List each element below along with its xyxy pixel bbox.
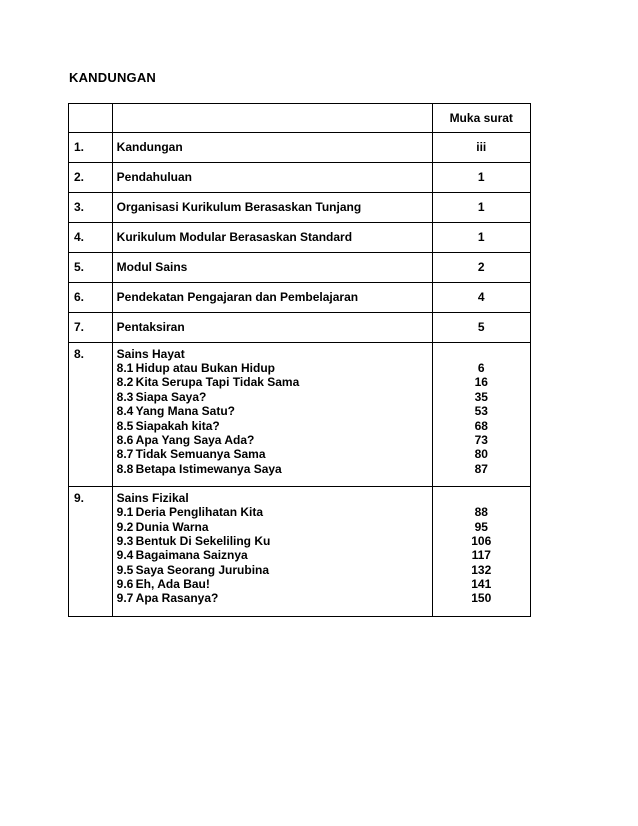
group-cell bbox=[112, 343, 432, 487]
table-row bbox=[69, 313, 531, 343]
sub-item bbox=[117, 505, 432, 519]
sub-item-label: Siapakah kita? bbox=[135, 418, 220, 433]
sub-item-label: Dunia Warna bbox=[135, 519, 209, 534]
row-number: 4. bbox=[69, 223, 113, 253]
sub-item bbox=[117, 419, 432, 433]
sub-item-number: 9.5 bbox=[116, 562, 134, 577]
sub-item-label: Saya Seorang Jurubina bbox=[135, 562, 270, 577]
row-page: 1 bbox=[432, 193, 531, 223]
table-of-contents bbox=[68, 103, 531, 617]
row-number: 5. bbox=[69, 253, 113, 283]
sub-item-label: Eh, Ada Bau! bbox=[135, 577, 210, 592]
sub-item-page: 117 bbox=[471, 548, 491, 563]
sub-item bbox=[117, 563, 432, 577]
sub-item-number: 9.2 bbox=[116, 519, 134, 534]
sub-item-page: 80 bbox=[474, 447, 488, 462]
sub-item-number: 8.4 bbox=[116, 404, 134, 419]
group-pages bbox=[433, 347, 531, 476]
sub-item bbox=[117, 404, 432, 418]
group-row bbox=[69, 343, 531, 487]
table-row bbox=[69, 223, 531, 253]
sub-item bbox=[117, 548, 432, 562]
row-page: 1 bbox=[432, 223, 531, 253]
sub-item-label: Siapa Saya? bbox=[135, 389, 207, 404]
sub-item-page: 95 bbox=[474, 519, 488, 534]
group-cell bbox=[112, 487, 432, 617]
sub-item-label: Deria Penglihatan Kita bbox=[135, 505, 264, 520]
row-title: Pendahuluan bbox=[112, 163, 432, 193]
sub-item-number: 8.6 bbox=[116, 432, 134, 447]
sub-item bbox=[117, 390, 432, 404]
sub-item-page: 53 bbox=[474, 404, 488, 419]
sub-item-page: 141 bbox=[471, 577, 492, 592]
sub-item-label: Kita Serupa Tapi Tidak Sama bbox=[135, 375, 300, 390]
sub-item-page: 16 bbox=[474, 375, 488, 390]
sub-item bbox=[117, 361, 432, 375]
row-number: 1. bbox=[69, 133, 113, 163]
sub-item-number: 8.3 bbox=[116, 389, 134, 404]
table-row bbox=[69, 193, 531, 223]
sub-item-page: 87 bbox=[474, 461, 488, 476]
group-number: 8. bbox=[69, 343, 113, 487]
table-header-row bbox=[69, 104, 531, 133]
row-title: Modul Sains bbox=[112, 253, 432, 283]
row-page: 5 bbox=[432, 313, 531, 343]
row-page: 1 bbox=[432, 163, 531, 193]
sub-item-label: Yang Mana Satu? bbox=[135, 404, 236, 419]
row-title: Organisasi Kurikulum Berasaskan Tunjang bbox=[112, 193, 432, 223]
sub-item-number: 9.1 bbox=[116, 505, 134, 520]
group-pages bbox=[433, 491, 531, 606]
row-title: Pendekatan Pengajaran dan Pembelajaran bbox=[112, 283, 432, 313]
row-title: Kurikulum Modular Berasaskan Standard bbox=[112, 223, 432, 253]
group-title: Sains Fizikal bbox=[116, 491, 189, 506]
sub-item bbox=[117, 375, 432, 389]
sub-item-label: Apa Rasanya? bbox=[135, 591, 219, 606]
sub-item-number: 9.7 bbox=[116, 591, 134, 606]
sub-item-page: 73 bbox=[474, 432, 488, 447]
sub-item-label: Bentuk Di Sekeliling Ku bbox=[135, 533, 271, 548]
row-number: 2. bbox=[69, 163, 113, 193]
sub-item-label: Bagaimana Saiznya bbox=[135, 548, 248, 563]
table-row bbox=[69, 133, 531, 163]
sub-item-page: 68 bbox=[474, 418, 488, 433]
group-row bbox=[69, 487, 531, 617]
row-number: 6. bbox=[69, 283, 113, 313]
sub-item-number: 8.8 bbox=[116, 461, 134, 476]
header-title-cell bbox=[112, 104, 432, 133]
table-row bbox=[69, 283, 531, 313]
group-pages-cell bbox=[432, 343, 531, 487]
row-number: 7. bbox=[69, 313, 113, 343]
row-title: Kandungan bbox=[112, 133, 432, 163]
sub-item bbox=[117, 591, 432, 605]
row-page: iii bbox=[432, 133, 531, 163]
sub-item-number: 8.5 bbox=[116, 418, 134, 433]
sub-item bbox=[117, 433, 432, 447]
sub-item-label: Apa Yang Saya Ada? bbox=[135, 432, 255, 447]
sub-item-page: 35 bbox=[474, 389, 488, 404]
table-row bbox=[69, 163, 531, 193]
sub-item bbox=[117, 577, 432, 591]
sub-item-number: 9.6 bbox=[116, 577, 134, 592]
row-page: 4 bbox=[432, 283, 531, 313]
sub-item-page: 132 bbox=[471, 562, 492, 577]
sub-item-page: 150 bbox=[471, 591, 492, 606]
row-title: Pentaksiran bbox=[112, 313, 432, 343]
sub-item bbox=[117, 534, 432, 548]
group-number: 9. bbox=[69, 487, 113, 617]
sub-item bbox=[117, 520, 432, 534]
header-page-label: Muka surat bbox=[432, 104, 531, 133]
sub-item-number: 9.4 bbox=[116, 548, 134, 563]
sub-item-label: Betapa Istimewanya Saya bbox=[135, 461, 282, 476]
row-page: 2 bbox=[432, 253, 531, 283]
sub-item-label: Hidup atau Bukan Hidup bbox=[135, 361, 275, 375]
sub-item-number: 8.1 bbox=[116, 361, 134, 375]
sub-item-page: 106 bbox=[471, 533, 492, 548]
sub-item bbox=[117, 462, 432, 476]
row-number: 3. bbox=[69, 193, 113, 223]
group-pages-cell bbox=[432, 487, 531, 617]
sub-item-label: Tidak Semuanya Sama bbox=[135, 447, 266, 462]
sub-item-page: 6 bbox=[477, 361, 485, 375]
header-number-cell bbox=[69, 104, 113, 133]
sub-item-number: 8.7 bbox=[116, 447, 134, 462]
sub-item-number: 9.3 bbox=[116, 533, 134, 548]
sub-item-page: 88 bbox=[474, 505, 488, 520]
sub-item bbox=[117, 447, 432, 461]
page-title: KANDUNGAN bbox=[69, 70, 157, 85]
sub-item-number: 8.2 bbox=[116, 375, 134, 390]
group-title: Sains Hayat bbox=[116, 347, 185, 361]
table-row bbox=[69, 253, 531, 283]
